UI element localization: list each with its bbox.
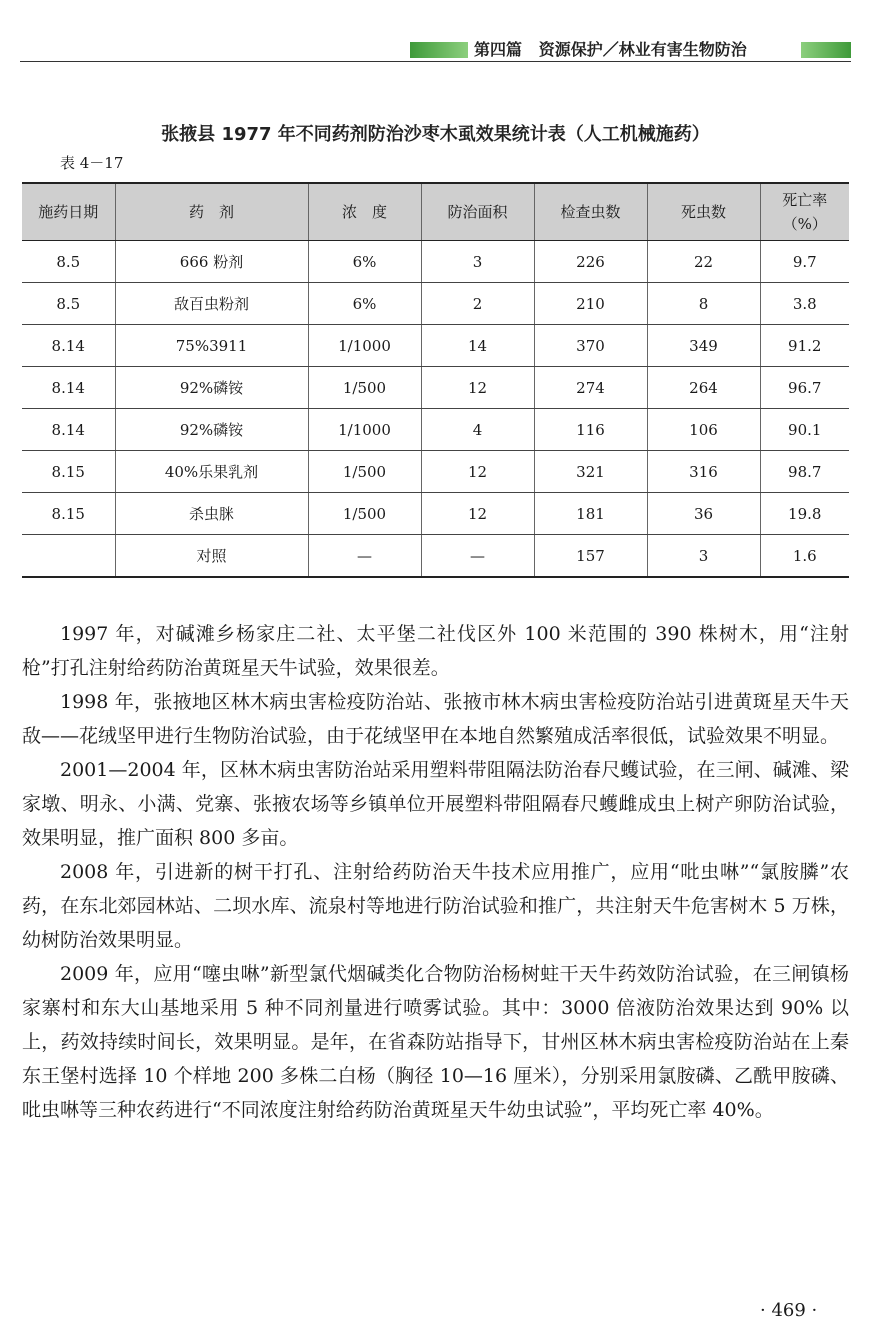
col-header xyxy=(760,183,849,241)
table-row xyxy=(22,535,849,578)
table-cell: 12 xyxy=(421,451,534,493)
table-cell: 210 xyxy=(534,283,647,325)
header-green-bar-right xyxy=(801,42,851,58)
table-cell: 22 xyxy=(647,241,760,283)
header-rule xyxy=(20,61,851,62)
table-cell: 1/1000 xyxy=(308,409,421,451)
table-cell: 91.2 xyxy=(760,325,849,367)
table-title: 张掖县 1977 年不同药剂防治沙枣木虱效果统计表（人工机械施药） xyxy=(161,124,710,145)
table-row xyxy=(22,451,849,493)
table-cell: 6% xyxy=(308,241,421,283)
table-cell: 1/500 xyxy=(308,367,421,409)
table-cell: 敌百虫粉剂 xyxy=(115,283,308,325)
table-cell: 6% xyxy=(308,283,421,325)
table-cell: 90.1 xyxy=(760,409,849,451)
paragraph: 1998 年，张掖地区林木病虫害检疫防治站、张掖市林木病虫害检疫防治站引进黄斑星天牛天敌——花绒坚甲进行生物防治试验，由于花绒坚甲在本地自然繁殖成活率很低，试验效果不明显。 xyxy=(22,691,849,747)
table-cell: — xyxy=(421,535,534,578)
table-row xyxy=(22,493,849,535)
table-cell: 226 xyxy=(534,241,647,283)
paragraph: 2009 年，应用“噻虫啉”新型氯代烟碱类化合物防治杨树蛀干天牛药效防治试验，在三闸镇杨家寨村和东大山基地采用 5 种不同剂量进行喷雾试验。其中：3000 倍液防治效果达到 90% 以上，药效持续时间长，效果明显。是年，在省森防站指导下，甘州区林木病虫害检疫防治站在上秦东王堡村选择 10 个样地 200 多株二白杨（胸径 10—16 厘米），分别采用氯胺磷、乙酰甲胺磷、吡虫啉等三种农药进行“不同浓度注射给药防治黄斑星天牛幼虫试验”，平均死亡率 40%。 xyxy=(22,963,849,1121)
table-header-row xyxy=(22,183,849,241)
table-cell: 1/500 xyxy=(308,451,421,493)
col-header-unit: （%） xyxy=(782,215,827,233)
table-cell: 349 xyxy=(647,325,760,367)
col-header: 施药日期 xyxy=(22,183,115,241)
table-cell: 75%3911 xyxy=(115,325,308,367)
table-cell: 36 xyxy=(647,493,760,535)
table-cell: 321 xyxy=(534,451,647,493)
header-title: 资源保护／林业有害生物防治 xyxy=(538,40,747,59)
table-cell: 8.14 xyxy=(22,367,115,409)
table-row xyxy=(22,283,849,325)
table-row xyxy=(22,409,849,451)
table-row xyxy=(22,325,849,367)
table-cell: 8.5 xyxy=(22,241,115,283)
table-cell: 274 xyxy=(534,367,647,409)
table-cell: 8.15 xyxy=(22,451,115,493)
paragraph: 1997 年，对碱滩乡杨家庄二社、太平堡二社伐区外 100 米范围的 390 株树木，用“注射枪”打孔注射给药防治黄斑星天牛试验，效果很差。 xyxy=(22,623,849,679)
table-cell: 181 xyxy=(534,493,647,535)
col-header: 浓 度 xyxy=(308,183,421,241)
table-cell: 14 xyxy=(421,325,534,367)
data-table xyxy=(22,182,849,578)
table-cell: 92%磷铵 xyxy=(115,367,308,409)
table-cell: 2 xyxy=(421,283,534,325)
table-cell: 8.14 xyxy=(22,409,115,451)
table-cell: 116 xyxy=(534,409,647,451)
table-cell: 92%磷铵 xyxy=(115,409,308,451)
table-cell: 98.7 xyxy=(760,451,849,493)
table-cell: 316 xyxy=(647,451,760,493)
table-cell: 8.14 xyxy=(22,325,115,367)
table-cell: 8.5 xyxy=(22,283,115,325)
table-cell: 157 xyxy=(534,535,647,578)
table-cell: 1/500 xyxy=(308,493,421,535)
table-row xyxy=(22,241,849,283)
table-cell: 666 粉剂 xyxy=(115,241,308,283)
table-cell: 264 xyxy=(647,367,760,409)
paragraph: 2001—2004 年，区林木病虫害防治站采用塑料带阻隔法防治春尺蠖试验，在三闸、碱滩、梁家墩、明永、小满、党寨、张掖农场等乡镇单位开展塑料带阻隔春尺蠖雌成虫上树产卵防治试验，效果明显，推广面积 800 多亩。 xyxy=(22,759,849,849)
table-cell: 370 xyxy=(534,325,647,367)
table-cell: 杀虫脒 xyxy=(115,493,308,535)
table-cell: 9.7 xyxy=(760,241,849,283)
table-cell: 12 xyxy=(421,367,534,409)
table-cell: 3 xyxy=(647,535,760,578)
table-cell: 对照 xyxy=(115,535,308,578)
col-header: 死虫数 xyxy=(647,183,760,241)
table-cell xyxy=(22,535,115,578)
table-cell: 40%乐果乳剂 xyxy=(115,451,308,493)
table-cell: — xyxy=(308,535,421,578)
header-text xyxy=(474,40,747,60)
running-header xyxy=(20,40,851,66)
table-cell: 96.7 xyxy=(760,367,849,409)
header-green-bar-left xyxy=(410,42,468,58)
table-cell: 1/1000 xyxy=(308,325,421,367)
table-row xyxy=(22,367,849,409)
table-cell: 106 xyxy=(647,409,760,451)
page-number: · 469 · xyxy=(760,1300,818,1321)
table-cell: 8.15 xyxy=(22,493,115,535)
body-text xyxy=(22,617,849,1127)
table-number: 表 4－17 xyxy=(60,154,124,172)
table-cell: 3 xyxy=(421,241,534,283)
table-cell: 1.6 xyxy=(760,535,849,578)
paragraph: 2008 年，引进新的树干打孔、注射给药防治天牛技术应用推广，应用“吡虫啉”“氯胺膦”农药，在东北郊园林站、二坝水库、流泉村等地进行防治试验和推广，共注射天牛危害树木 5 万株，幼树防治效果明显。 xyxy=(22,861,849,951)
table-cell: 19.8 xyxy=(760,493,849,535)
col-header: 检查虫数 xyxy=(534,183,647,241)
col-header: 药 剂 xyxy=(115,183,308,241)
col-header-line: 死亡率 xyxy=(782,191,828,209)
table-cell: 8 xyxy=(647,283,760,325)
table-cell: 12 xyxy=(421,493,534,535)
table-cell: 4 xyxy=(421,409,534,451)
table-cell: 3.8 xyxy=(760,283,849,325)
col-header: 防治面积 xyxy=(421,183,534,241)
header-section: 第四篇 xyxy=(474,40,523,59)
